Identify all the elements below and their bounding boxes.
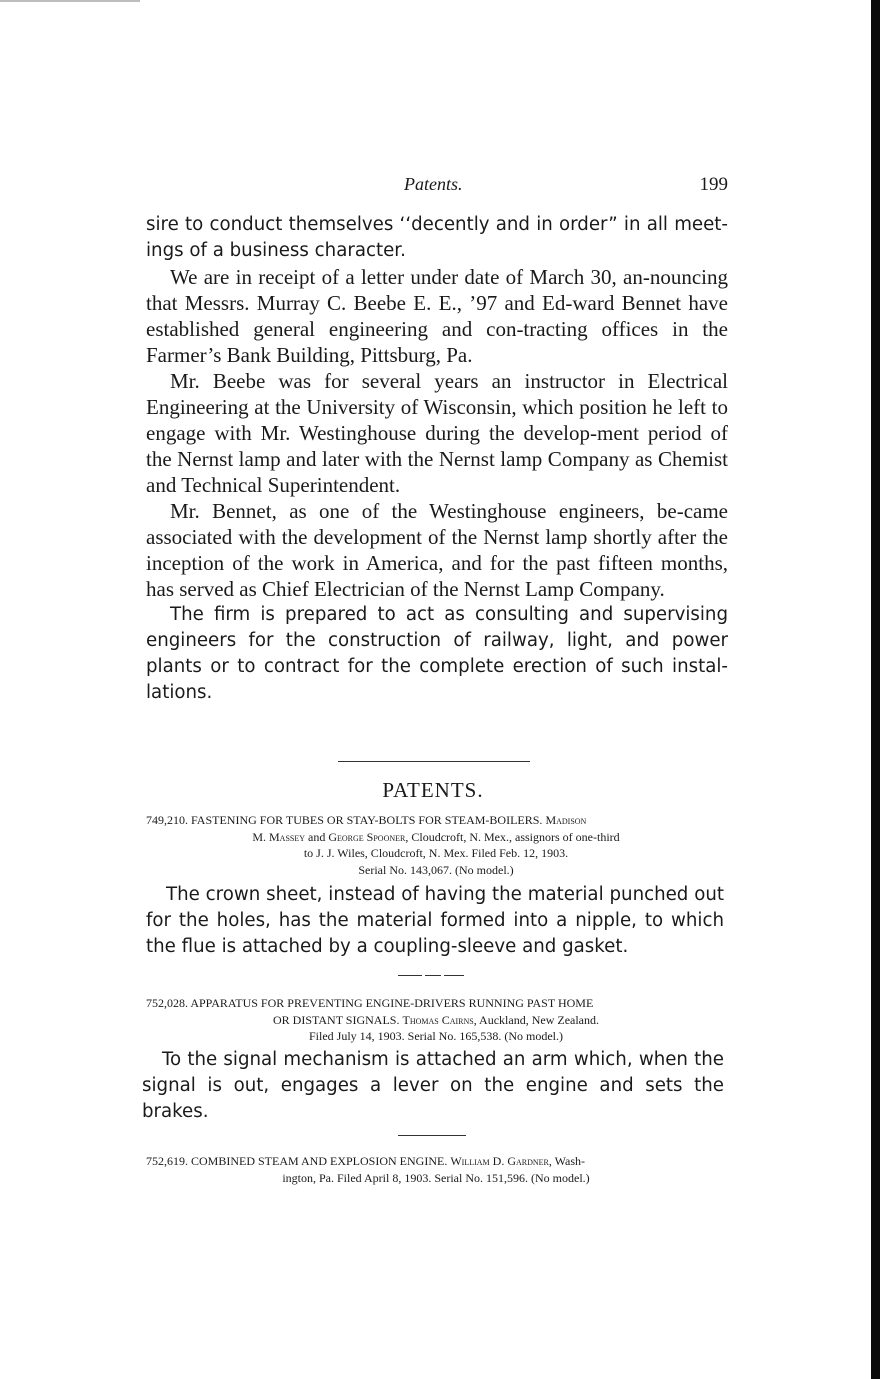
patent-inventor: Madison (545, 813, 587, 827)
patent-entry-3 (146, 1153, 726, 1186)
patent-number: 752,619. (146, 1154, 188, 1168)
paragraph-continuation: sire to conduct themselves ‘‘decently and in order” in all meet-ings of a business character. (146, 214, 728, 261)
running-head: Patents. (404, 174, 463, 194)
short-divider (398, 975, 422, 976)
patent-number: 749,210. (146, 813, 188, 827)
short-divider (444, 975, 464, 976)
patent-inventor: William D. Gardner (450, 1154, 549, 1168)
patent-title: COMBINED STEAM AND EXPLOSION ENGINE. (191, 1154, 448, 1168)
patent-filing: to J. J. Wiles, Cloudcroft, N. Mex. Filed Feb. 12, 1903. (303, 846, 569, 860)
patent-entry-2 (146, 995, 726, 1045)
patent-inventor: George Spooner (328, 829, 406, 844)
page-number: 199 (699, 174, 728, 195)
patent-inventor: Thomas Cairns (402, 1012, 474, 1027)
patent-title-cont: OR DISTANT SIGNALS. (272, 1012, 400, 1027)
page-header (146, 174, 728, 198)
patent-place: , Auckland, New Zealand. (473, 1012, 600, 1027)
patent-place: , Wash- (548, 1154, 586, 1168)
paragraph-firm: The firm is prepared to act as consulting and supervising engineers for the construction of railway, light, and power plants or to contract for the complete erection of such instal-lations. (146, 604, 728, 703)
section-divider (338, 761, 530, 762)
patent-description-1: The crown sheet, instead of having the material punched out for the holes, has the material formed into a nipple, to which the flue is attached by a coupling-sleeve and gasket. (146, 884, 724, 957)
patent-serial: Serial No. 143,067. (No model.) (358, 862, 514, 877)
top-edge-rule (0, 0, 140, 2)
patent-title: APPARATUS FOR PREVENTING ENGINE-DRIVERS RUNNING PAST HOME (190, 996, 594, 1010)
patent-conjunction: and (308, 829, 326, 844)
short-divider (398, 1135, 466, 1136)
patent-inventor: M. Massey (252, 829, 306, 844)
paragraph-bennet: Mr. Bennet, as one of the Westinghouse engineers, be-came associated with the development of the Nernst lamp shortly after the inception of the work in America, and for the past fifteen months, has served as Chief Electrician of the Nernst Lamp Company. (146, 499, 728, 601)
patent-place: , Cloudcroft, N. Mex., assignors of one-third (405, 829, 620, 844)
paragraph-announcement: We are in receipt of a letter under date of March 30, an-nouncing that Messrs. Murray C. Beebe E. E., ’97 and Ed-ward Bennet have established general engineering and con-tracting offices in the Farmer’s Bank Building, Pittsburg, Pa. (146, 265, 728, 367)
patent-description-2: To the signal mechanism is attached an arm which, when the signal is out, engages a lever on the engine and sets the brakes. (142, 1049, 724, 1122)
paragraph-beebe: Mr. Beebe was for several years an instructor in Electrical Engineering at the University of Wisconsin, which position he left to engage with Mr. Westinghouse during the develop-ment period of the Nernst lamp and later with the Nernst lamp Company as Chemist and Technical Superintendent. (146, 369, 728, 497)
short-divider (425, 975, 441, 976)
article-body (146, 212, 728, 706)
patent-filing: Filed July 14, 1903. Serial No. 165,538. (No model.) (309, 1029, 563, 1043)
scan-border (871, 0, 880, 1379)
patent-title: FASTENING FOR TUBES OR STAY-BOLTS FOR STEAM-BOILERS. (191, 813, 543, 827)
patent-number: 752,028. (146, 996, 188, 1010)
patent-entry-1 (146, 812, 726, 878)
section-title: PATENTS. (382, 778, 484, 802)
patent-filing: ington, Pa. Filed April 8, 1903. Serial No. 151,596. (No model.) (282, 1170, 590, 1185)
